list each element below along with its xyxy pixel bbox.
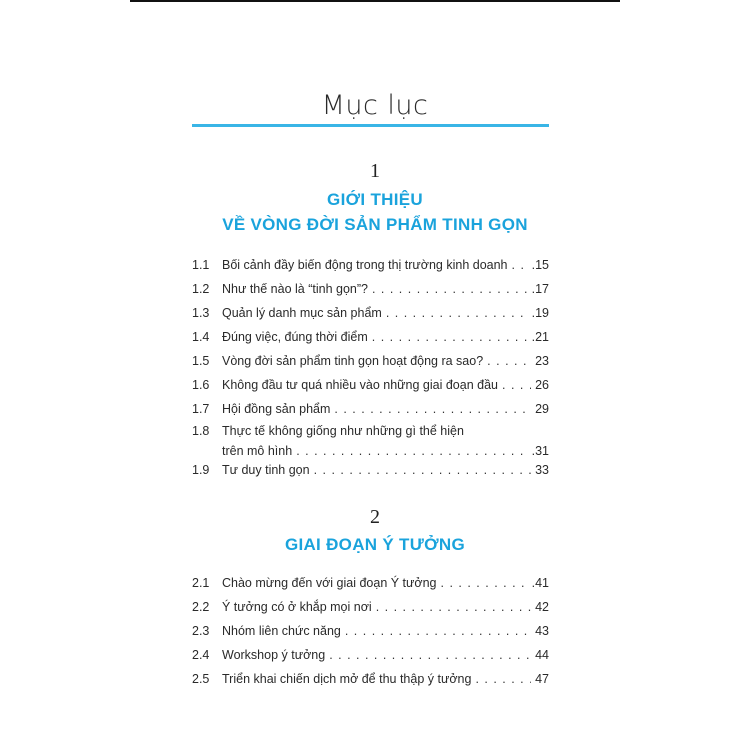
entry-page: 47 bbox=[535, 672, 549, 686]
entry-number: 1.2 bbox=[192, 282, 210, 296]
chapter-1-title-line2: VỀ VÒNG ĐỜI SẢN PHẨM TINH GỌN bbox=[222, 215, 528, 234]
entry-number: 2.4 bbox=[192, 648, 210, 662]
leader-dots bbox=[502, 378, 531, 392]
title-underline bbox=[192, 124, 549, 127]
leader-dots bbox=[345, 624, 531, 638]
entry-page: 43 bbox=[535, 624, 549, 638]
entry-number: 1.1 bbox=[192, 258, 210, 272]
page-top-edge bbox=[130, 0, 620, 2]
chapter-2-title-line1: GIAI ĐOẠN Ý TƯỞNG bbox=[284, 535, 466, 554]
entry-page: .17 bbox=[531, 282, 549, 296]
chapter-2-number: 2 bbox=[370, 506, 380, 528]
entry-text: Đúng việc, đúng thời điểm bbox=[222, 330, 368, 344]
entry-page: .15 bbox=[531, 258, 549, 272]
entry-page: 29 bbox=[535, 402, 549, 416]
entry-page: .31 bbox=[531, 444, 549, 458]
entry-number: 2.5 bbox=[192, 672, 210, 686]
entry-text: Quản lý danh mục sản phẩm bbox=[222, 306, 382, 320]
entry-text: Như thế nào là “tinh gọn”? bbox=[222, 282, 368, 296]
leader-dots bbox=[376, 600, 531, 614]
entry-text: Workshop ý tưởng bbox=[222, 648, 326, 662]
entry-page: .21 bbox=[531, 330, 549, 344]
leader-dots bbox=[329, 648, 531, 662]
leader-dots bbox=[334, 402, 531, 416]
entry-text: Vòng đời sản phẩm tinh gọn hoạt động ra sao? bbox=[222, 354, 484, 368]
entry-number: 1.3 bbox=[192, 306, 210, 320]
leader-dots bbox=[475, 672, 531, 686]
entry-text: trên mô hình bbox=[222, 444, 293, 458]
leader-dots bbox=[296, 444, 527, 458]
entry-text: Không đầu tư quá nhiều vào những giai đoạn đầu bbox=[222, 378, 498, 392]
entry-text: Chào mừng đến với giai đoạn Ý tưởng bbox=[222, 576, 437, 590]
entry-number: 2.2 bbox=[192, 600, 210, 614]
entry-number: 1.5 bbox=[192, 354, 210, 368]
entry-number: 1.8 bbox=[192, 424, 210, 438]
entry-text: Tư duy tinh gọn bbox=[222, 463, 310, 477]
entry-page: 44 bbox=[535, 648, 549, 662]
entry-number: 2.3 bbox=[192, 624, 210, 638]
entry-text: Bối cảnh đầy biến động trong thị trường kinh doanh bbox=[222, 258, 508, 272]
entry-page: 42 bbox=[535, 600, 549, 614]
entry-page: .41 bbox=[531, 576, 549, 590]
entry-number: 1.6 bbox=[192, 378, 210, 392]
leader-dots bbox=[487, 354, 531, 368]
leader-dots bbox=[314, 463, 532, 477]
entry-text: Hội đồng sản phẩm bbox=[222, 402, 331, 416]
entry-number: 1.9 bbox=[192, 463, 210, 477]
entry-page: 23 bbox=[535, 354, 549, 368]
leader-dots bbox=[372, 282, 528, 296]
toc-title: Mục lục bbox=[321, 90, 429, 121]
leader-dots bbox=[386, 306, 528, 320]
entry-number: 2.1 bbox=[192, 576, 210, 590]
entry-text: Ý tưởng có ở khắp mọi nơi bbox=[222, 600, 372, 614]
leader-dots bbox=[512, 258, 528, 272]
leader-dots bbox=[372, 330, 528, 344]
entry-number: 1.7 bbox=[192, 402, 210, 416]
leader-dots bbox=[441, 576, 528, 590]
entry-text: Nhóm liên chức năng bbox=[222, 624, 341, 638]
entry-page: .19 bbox=[531, 306, 549, 320]
chapter-1-title-line1: GIỚI THIỆU bbox=[327, 190, 423, 209]
entry-text: Triển khai chiến dịch mở để thu thập ý tưởng bbox=[222, 672, 472, 686]
entry-page: 33 bbox=[535, 463, 549, 477]
chapter-1-number: 1 bbox=[370, 160, 380, 182]
entry-number: 1.4 bbox=[192, 330, 210, 344]
entry-page: 26 bbox=[535, 378, 549, 392]
entry-text-line1: Thực tế không giống như những gì thể hiện bbox=[222, 424, 464, 438]
